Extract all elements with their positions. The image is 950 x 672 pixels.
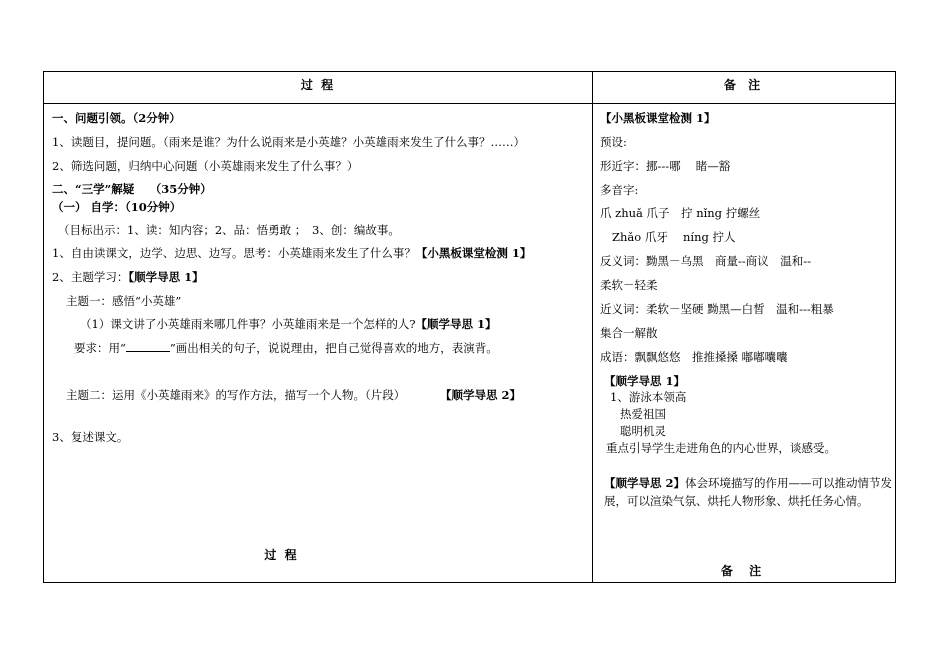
topic1-question-text: （1）课文讲了小英雄雨来哪几件事？小英雄雨来是一个怎样的人? [80,317,416,331]
step2-text: 2、主题学习： [52,270,129,284]
guide2-line1-text: 体会环境描写的作用——可以推动情节发 [685,476,893,490]
header-divider [44,103,895,104]
topic1: 主题一：感悟“小英雄” [66,294,182,308]
fanyi-line1: 反义词：黝黑－乌黑 商量--商议 温和-- [600,254,812,268]
section1-title: 一、问题引领。（2分钟） [52,111,181,125]
topic1-question [80,316,497,332]
guide1-line4: 重点引导学生走进角色的内心世界，谈感受。 [606,441,836,455]
requirement-post: ”画出相关的句子，说说理由，把自己觉得喜欢的地方，表演背。 [169,341,498,355]
guide1-line3: 聪明机灵 [620,424,666,438]
preset: 预设: [600,135,627,149]
guide2-line2: 展，可以渲染气氛、烘托人物形象、烘托任务心情。 [604,494,869,508]
guide2-line1 [604,475,892,491]
guide1-title: 【顺学导思 1】 [604,374,686,388]
step3: 3、复述课文。 [52,430,129,444]
step1-text: 1、自由读课文，边学、边思、边写。思考：小英雄雨来发生了什么事？ [52,246,416,260]
goal-text: （目标出示：1、读：知内容；2、品：悟勇敢 ； 3、创：编故事。 [58,223,400,237]
requirement [74,340,498,356]
section1-item2: 2、筛选问题，归纳中心问题（小英雄雨来发生了什么事？） [52,159,359,173]
footer-notes: 备 注 [720,564,768,578]
section2-title: 二、“三学”解疑 （35分钟） [52,182,212,196]
topic2-text: 主题二：运用《小英雄雨来》的写作方法，描写一个人物。（片段） [66,388,406,402]
pinyin-line1: 爪 zhuǎ 爪子 拧 nǐng 拧螺丝 [600,206,761,220]
fanyi-line2: 柔软－轻柔 [600,278,658,292]
section1-item1: 1、读题目，提问题。（雨来是谁？为什么说雨来是小英雄？小英雄雨来发生了什么事？……） [52,135,526,149]
header-notes: 备 注 [723,78,765,92]
chengyu: 成语：飘飘悠悠 推推搡搡 嘟嘟囔囔 [600,350,788,364]
check-title: 【小黑板课堂检测 1】 [600,111,716,125]
footer-process: 过 程 [264,548,299,562]
sub1-title: （一） 自学：（10分钟） [52,200,182,214]
guide2-tag: 【顺学导思 2】 [604,476,686,490]
step2 [52,269,204,285]
lesson-table [43,71,896,583]
jinyi: 近义词：柔软－坚硬 黝黑—白皙 温和---粗暴 [600,302,834,316]
duoyin: 多音字: [600,183,639,197]
guide1-line2: 热爱祖国 [620,407,666,421]
topic2 [66,387,405,403]
guide1-line1: 1、游泳本领高 [610,390,687,404]
step1-tag: 【小黑板课堂检测 1】 [415,246,532,260]
step2-tag: 【顺学导思 1】 [128,270,204,284]
topic2-tag: 【顺学导思 2】 [440,388,522,402]
blank-underline [126,342,170,352]
topic1-question-tag: 【顺学导思 1】 [415,317,497,331]
step1 [52,245,531,261]
header-process: 过 程 [300,78,336,92]
pinyin-line2: Zhǎo 爪牙 níng 拧人 [612,230,736,244]
column-divider [592,72,593,582]
requirement-pre: 要求：用“ [74,341,126,355]
jihe: 集合一解散 [600,326,658,340]
xingjin: 形近字：挪---哪 睹—豁 [600,159,731,173]
